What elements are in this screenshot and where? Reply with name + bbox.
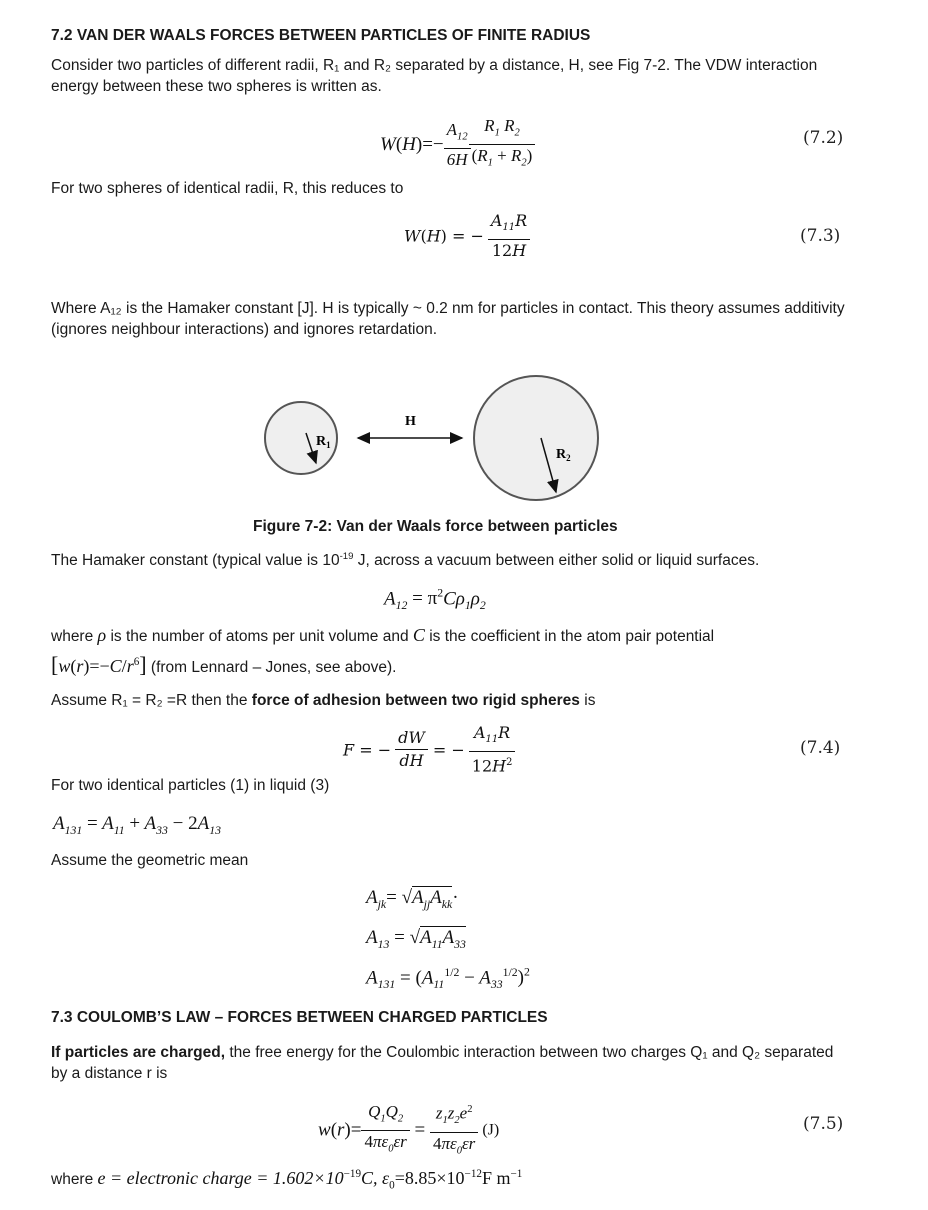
particle-r1-circle bbox=[265, 402, 337, 474]
geometric-mean-text: Assume the geometric mean bbox=[51, 852, 249, 869]
equation-7-2-number: (7.2) bbox=[803, 128, 844, 148]
equation-7-2: W(H)=− $\frac{A_{12}}{6H}$ $\frac{R_1 R_2}{(R_1 + R_2)}$ bbox=[380, 115, 535, 175]
equation-7-5-number: (7.5) bbox=[803, 1114, 844, 1134]
equation-7-4-number: (7.4) bbox=[800, 738, 841, 758]
hamaker-constant-text: Where A₁₂ is the Hamaker constant [J]. H is typically ~ 0.2 nm for particles in contact. This theory assumes additivity (ignores neighbour interactions) and ignores retardation. bbox=[51, 300, 845, 338]
label-r1: $R_1$ bbox=[316, 434, 331, 450]
hamaker-formula: $A_{12} = \pi^2C\rho_1\rho_2$ bbox=[384, 587, 486, 613]
label-r2: $R_2$ bbox=[556, 447, 571, 463]
equation-7-5: w(r)= $\frac{Q_1Q_2}{4\pi\varepsilon_0\varepsilon r}$ = $\frac{z_1z_2e^2}{4\pi\varepsilon_0\varepsilon r}$ (J) bbox=[318, 1099, 499, 1162]
where-rho-text: where ρ is the number of atoms per unit volume and C is the coefficient in the atom pair potential bbox=[51, 625, 715, 645]
adhesion-text: Assume R₁ = R₂ =R then the force of adhesion between two rigid spheres is bbox=[51, 692, 596, 709]
hamaker-typical-text: The Hamaker constant (typical value is $10^{-19}$ J, across a vacuum between either solid or liquid surfaces. bbox=[51, 551, 760, 570]
section-7-3-intro: If particles are charged, the free energy for the Coulombic interaction between two charges Q₁ and Q₂ separated by a distance r is bbox=[51, 1044, 834, 1082]
liquid-text: For two identical particles (1) in liquid (3) bbox=[51, 777, 330, 794]
ajk-formula: $A_{jk}= √A_{jj}A_{kk}\cdot$ bbox=[366, 887, 459, 911]
particle-r2-circle bbox=[474, 376, 598, 500]
a13-formula: $A_{13} = √A_{11}A_{33}$ bbox=[366, 927, 466, 951]
figure-7-2 bbox=[250, 370, 620, 510]
equation-7-3-number: (7.3) bbox=[800, 226, 841, 246]
identical-radii-text: For two spheres of identical radii, R, this reduces to bbox=[51, 180, 404, 197]
equation-7-4: F = − $\frac{dW}{dH}$ = − $\frac{A_{11}R}{12H^2}$ bbox=[343, 722, 515, 778]
section-7-2-heading: 7.2 VAN DER WAALS FORCES BETWEEN PARTICLES OF FINITE RADIUS bbox=[51, 27, 591, 44]
a131-mean-formula: $A_{131} = (A_{11}^{1/2} - A_{33}^{1/2})^2$ bbox=[366, 966, 530, 992]
section-7-2-intro: Consider two particles of different radii, R₁ and R₂ separated by a distance, H, see Fig 7-2. The VDW interaction energy between these two spheres is written as. bbox=[51, 57, 818, 95]
section-7-3-heading: 7.3 COULOMB’S LAW – FORCES BETWEEN CHARGED PARTICLES bbox=[51, 1009, 548, 1026]
electronic-charge-line: where e = electronic charge = $1.602\times 10^{-19}C$, $\varepsilon_0=8.85\times 10^{-12}F$ $m^{-1}$ bbox=[51, 1168, 523, 1192]
label-h: H bbox=[405, 414, 416, 429]
figure-7-2-caption: Figure 7-2: Van der Waals force between particles bbox=[253, 518, 618, 535]
pair-potential-line: $[w(r)=-C/r^6]$ (from Lennard – Jones, see above). bbox=[51, 652, 397, 677]
a131-formula: $A_{131} = A_{11} + A_{33} - 2A_{13}$ bbox=[53, 813, 221, 837]
equation-7-3: W(H) = − $\frac{A_{11}R}{12H}$ bbox=[404, 210, 530, 262]
